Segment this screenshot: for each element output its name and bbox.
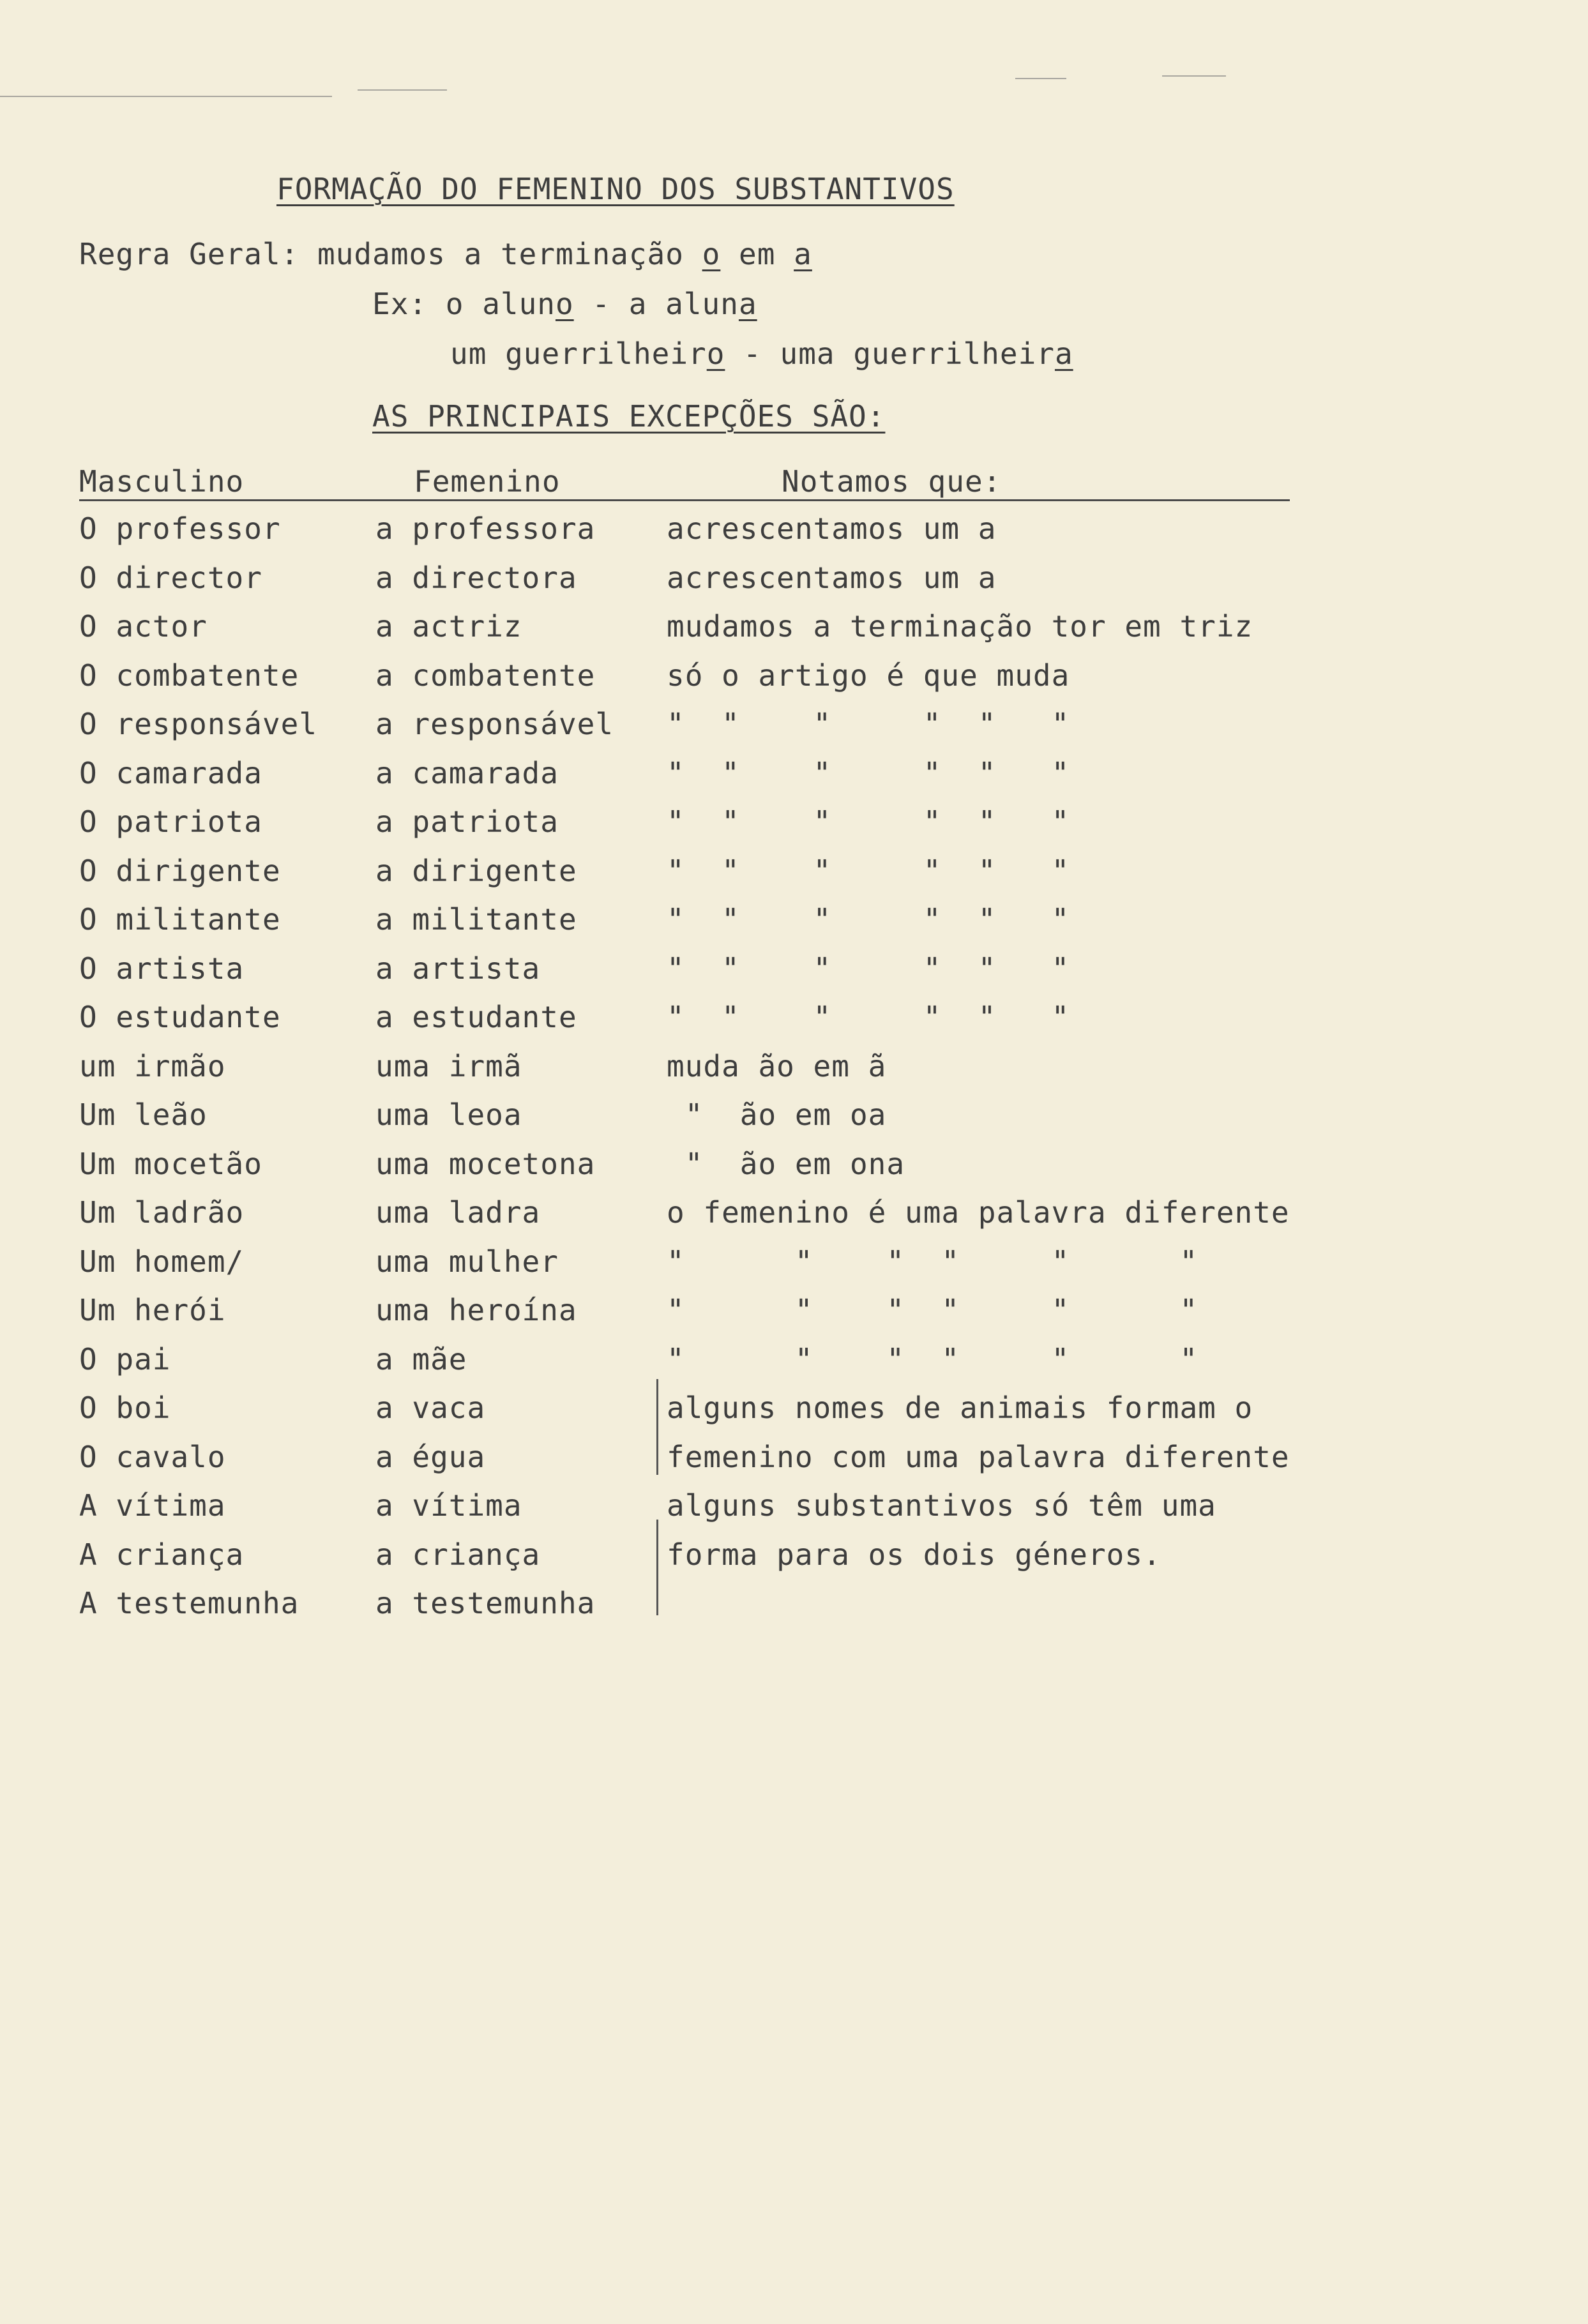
cell-femenino: a dirigente — [375, 854, 577, 888]
cell-notes: alguns substantivos só têm uma — [667, 1488, 1216, 1523]
cell-masculino: O boi — [79, 1391, 171, 1425]
cell-notes: " " " " " " — [667, 951, 1070, 986]
rule-em: em — [739, 237, 776, 271]
cell-masculino: O combatente — [79, 658, 299, 693]
cell-notes: muda ão em ã — [667, 1049, 887, 1083]
cell-masculino: Um ladrão — [79, 1195, 245, 1230]
example-2-stem: um guerrilheir — [450, 336, 707, 371]
cell-masculino: A vítima — [79, 1488, 226, 1523]
cell-femenino: a camarada — [375, 756, 559, 790]
scratch-mark — [1162, 75, 1226, 77]
rule-line — [79, 236, 812, 272]
cell-masculino: O estudante — [79, 1000, 281, 1034]
header-femenino: Femenino — [414, 464, 561, 499]
example-2-fem-ending: a — [1054, 336, 1073, 371]
cell-masculino: Um herói — [79, 1293, 226, 1327]
scratch-mark — [358, 89, 447, 91]
exceptions-heading: AS PRINCIPAIS EXCEPÇÕES SÃO: — [372, 399, 886, 434]
example-2-fem-stem: uma guerrilheir — [780, 336, 1055, 371]
rule-a: a — [794, 237, 812, 271]
example-1-stem: alun — [482, 287, 556, 321]
page-title: FORMAÇÃO DO FEMENINO DOS SUBSTANTIVOS — [276, 172, 955, 206]
cell-femenino: a combatente — [375, 658, 596, 693]
cell-femenino: a responsável — [375, 707, 614, 741]
cell-notes: femenino com uma palavra diferente — [667, 1440, 1290, 1474]
cell-femenino: a testemunha — [375, 1586, 596, 1620]
cell-masculino: O patriota — [79, 804, 262, 839]
header-masculino: Masculino — [79, 464, 245, 499]
cell-masculino: O director — [79, 561, 262, 595]
cell-masculino: O dirigente — [79, 854, 281, 888]
cell-masculino: A criança — [79, 1537, 245, 1572]
cell-notes: " " " " " " — [667, 902, 1070, 937]
cell-notes: alguns nomes de animais formam o — [667, 1391, 1253, 1425]
cell-femenino: a patriota — [375, 804, 559, 839]
cell-masculino: O pai — [79, 1342, 171, 1377]
cell-masculino: O artista — [79, 951, 245, 986]
cell-femenino: a criança — [375, 1537, 541, 1572]
cell-femenino: uma irmã — [375, 1049, 522, 1083]
cell-masculino: O responsável — [79, 707, 318, 741]
cell-notes: " ão em oa — [667, 1098, 887, 1132]
rule-text: mudamos a terminação — [317, 237, 684, 271]
cell-femenino: uma leoa — [375, 1098, 522, 1132]
cell-femenino: a artista — [375, 951, 541, 986]
cell-notes: o femenino é uma palavra diferente — [667, 1195, 1290, 1230]
example-2-dash: - — [743, 336, 762, 371]
cell-notes: acrescentamos um a — [667, 511, 997, 546]
cell-femenino: a mãe — [375, 1342, 467, 1377]
cell-femenino: a militante — [375, 902, 577, 937]
rule-o: o — [702, 237, 721, 271]
cell-masculino: Um leão — [79, 1098, 208, 1132]
cell-notes: " " " " " " — [667, 854, 1070, 888]
cell-notes: " " " " " " — [667, 707, 1070, 741]
cell-notes: " " " " " " — [667, 1000, 1070, 1034]
cell-notes: " " " " " " — [667, 1342, 1199, 1377]
cell-masculino: um irmão — [79, 1049, 226, 1083]
cell-notes: " " " " " " — [667, 756, 1070, 790]
cell-masculino: O actor — [79, 609, 208, 644]
example-1-dash: - — [592, 287, 611, 321]
example-1-fem-stem: a alun — [628, 287, 739, 321]
cell-masculino: A testemunha — [79, 1586, 299, 1620]
cell-masculino: O cavalo — [79, 1440, 226, 1474]
cell-masculino: O camarada — [79, 756, 262, 790]
cell-femenino: a estudante — [375, 1000, 577, 1034]
header-notamos: Notamos que: — [782, 464, 1002, 499]
scratch-mark — [1015, 78, 1066, 79]
cell-femenino: a vítima — [375, 1488, 522, 1523]
scratch-mark — [0, 96, 332, 97]
cell-notes: forma para os dois géneros. — [667, 1537, 1161, 1572]
cell-notes: " ão em ona — [667, 1147, 905, 1181]
cell-notes: mudamos a terminação tor em triz — [667, 609, 1253, 644]
example-2-ending: o — [706, 336, 725, 371]
cell-femenino: uma mocetona — [375, 1147, 596, 1181]
cell-masculino: Um mocetão — [79, 1147, 262, 1181]
two-gender-brace — [656, 1520, 658, 1615]
cell-notes: acrescentamos um a — [667, 561, 997, 595]
cell-masculino: Um homem/ — [79, 1244, 245, 1279]
example-1-prefix: Ex: o — [372, 287, 464, 321]
cell-femenino: a professora — [375, 511, 596, 546]
animal-brace — [656, 1379, 658, 1475]
rule-label: Regra Geral: — [79, 237, 299, 271]
cell-notes: " " " " " " — [667, 1293, 1199, 1327]
cell-femenino: a actriz — [375, 609, 522, 644]
cell-masculino: O militante — [79, 902, 281, 937]
example-2 — [450, 336, 1073, 372]
cell-femenino: uma heroína — [375, 1293, 577, 1327]
cell-femenino: a directora — [375, 561, 577, 595]
cell-femenino: a vaca — [375, 1391, 486, 1425]
cell-masculino: O professor — [79, 511, 281, 546]
header-rule — [79, 499, 1290, 501]
example-1 — [372, 286, 757, 322]
cell-notes: só o artigo é que muda — [667, 658, 1070, 693]
cell-femenino: uma mulher — [375, 1244, 559, 1279]
cell-notes: " " " " " " — [667, 1244, 1199, 1279]
cell-femenino: a égua — [375, 1440, 486, 1474]
example-1-ending: o — [555, 287, 574, 321]
cell-femenino: uma ladra — [375, 1195, 541, 1230]
example-1-fem-ending: a — [738, 287, 757, 321]
cell-notes: " " " " " " — [667, 804, 1070, 839]
